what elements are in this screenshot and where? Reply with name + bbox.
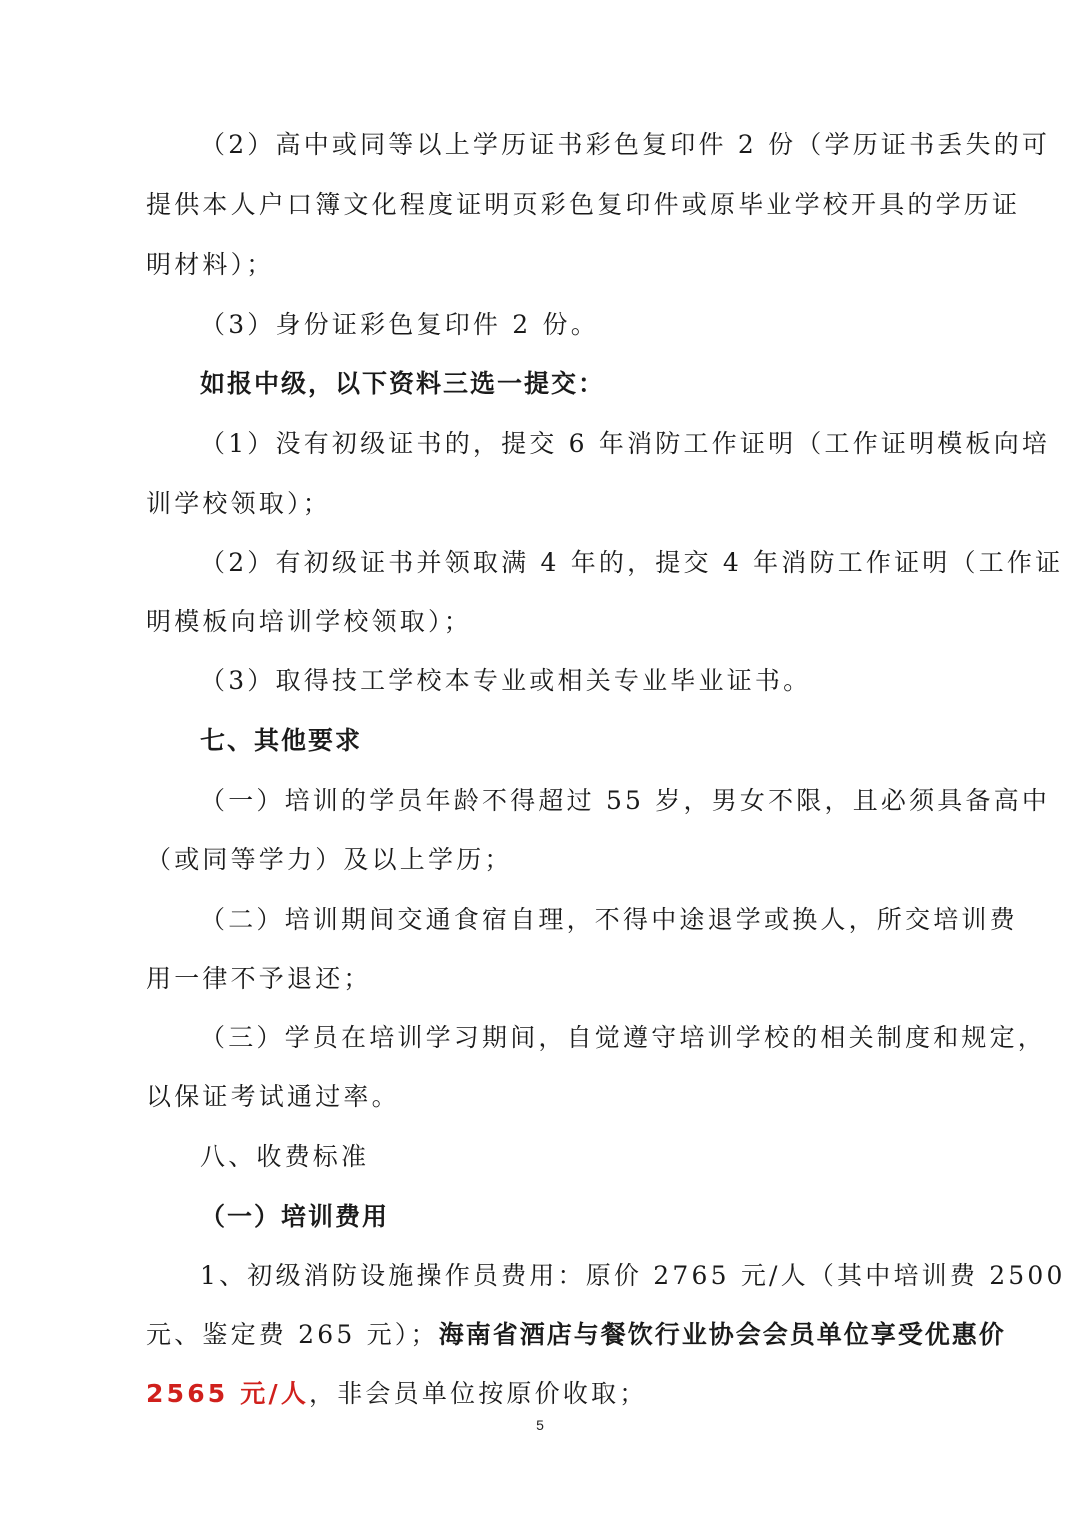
fee-text: 元、鉴定费 265 元）； bbox=[146, 1320, 439, 1349]
discount-price: 2565 元/人 bbox=[146, 1379, 310, 1408]
paragraph-line: （或同等学力）及以上学历； bbox=[146, 845, 513, 874]
paragraph-line: 以保证考试通过率。 bbox=[146, 1082, 400, 1111]
paragraph-line: （三）学员在培训学习期间，自觉遵守培训学校的相关制度和规定， bbox=[200, 1023, 1047, 1052]
paragraph-line: （1）没有初级证书的，提交 6 年消防工作证明（工作证明模板向培 bbox=[200, 429, 1051, 458]
section-subheading: （一）培训费用 bbox=[200, 1202, 390, 1231]
paragraph-line: 提供本人户口簿文化程度证明页彩色复印件或原毕业学校开具的学历证 bbox=[146, 190, 1021, 219]
page-number: 5 bbox=[536, 1417, 544, 1433]
section-heading: 八、收费标准 bbox=[200, 1142, 370, 1171]
paragraph-line bbox=[146, 1318, 1006, 1352]
paragraph-line: （3）取得技工学校本专业或相关专业毕业证书。 bbox=[200, 666, 812, 695]
section-heading: 七、其他要求 bbox=[200, 726, 363, 755]
paragraph-line: 训学校领取）； bbox=[146, 489, 331, 518]
paragraph-line: （3）身份证彩色复印件 2 份。 bbox=[200, 310, 599, 339]
member-discount-text: 海南省酒店与餐饮行业协会会员单位享受优惠价 bbox=[438, 1320, 1006, 1349]
paragraph-line: 明材料）； bbox=[146, 250, 275, 279]
paragraph-line: （2）有初级证书并领取满 4 年的，提交 4 年消防工作证明（工作证 bbox=[200, 548, 1064, 577]
paragraph-line: （二）培训期间交通食宿自理，不得中途退学或换人，所交培训费 bbox=[200, 905, 1018, 934]
section-subheading: 如报中级，以下资料三选一提交： bbox=[200, 369, 606, 398]
paragraph-line: 1、初级消防设施操作员费用：原价 2765 元/人（其中培训费 2500 bbox=[200, 1261, 1066, 1290]
non-member-text: ，非会员单位按原价收取； bbox=[309, 1379, 648, 1408]
paragraph-line: （一）培训的学员年龄不得超过 55 岁，男女不限，且必须具备高中 bbox=[200, 786, 1051, 815]
paragraph-line: （2）高中或同等以上学历证书彩色复印件 2 份（学历证书丢失的可 bbox=[200, 130, 1051, 159]
paragraph-line: 用一律不予退还； bbox=[146, 964, 372, 993]
paragraph-line: 明模板向培训学校领取）； bbox=[146, 607, 472, 636]
paragraph-line bbox=[146, 1377, 936, 1411]
